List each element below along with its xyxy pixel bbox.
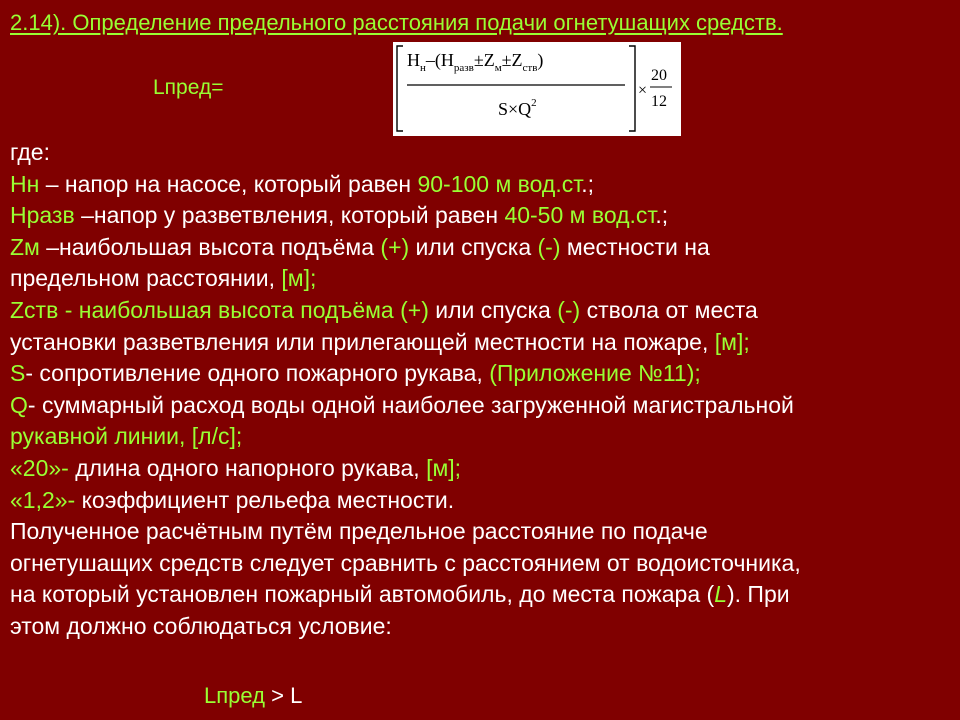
def-zm-cont: предельном расстоянии, [м]; <box>10 265 317 292</box>
left-bracket-icon <box>397 46 403 131</box>
formula-denominator: $S\times Q^2$ <box>498 97 537 119</box>
def-q: Q- суммарный расход воды одной наиболее загруженной магистральной <box>10 391 794 418</box>
formula-image <box>393 42 681 136</box>
formula-den-12: 12 <box>651 93 667 110</box>
def-s: S- сопротивление одного пожарного рукава, (Приложение №11); <box>10 360 701 387</box>
def-zstv-cont: установки разветвления или прилегающей местности на пожаре, [м]; <box>10 328 750 355</box>
conclusion-line-3: на который установлен пожарный автомобиль, до места пожара (L). При <box>10 581 790 608</box>
conclusion-line-1: Полученное расчётным путём предельное расстояние по подаче <box>10 518 708 545</box>
def-zm: Zм –наибольшая высота подъёма (+) или спуска (-) местности на <box>10 233 710 260</box>
formula-times: × <box>638 82 648 99</box>
formula-numerator: $H_н-(H_{разв}\pm Z_м\pm Z_{ств})$ <box>407 50 544 74</box>
def-hrazv: Нразв –напор у разветвления, который равен 40-50 м вод.ст.; <box>10 202 669 229</box>
def-12: «1,2»- коэффициент рельефа местности. <box>10 486 455 513</box>
condition-formula: Lпред > L <box>204 683 303 708</box>
def-20: «20»- длина одного напорного рукава, [м]; <box>10 454 462 481</box>
formula-svg <box>393 42 681 136</box>
def-q-cont: рукавной линии, [л/с]; <box>10 423 243 450</box>
formula-label: Lпред= <box>153 76 224 99</box>
right-bracket-icon <box>629 46 635 131</box>
def-hn: Нн – напор на насосе, который равен 90-100 м вод.ст.; <box>10 170 595 197</box>
formula-num-20: 20 <box>651 67 667 84</box>
conclusion-line-2: огнетушащих средств следует сравнить с расстоянием от водоисточника, <box>10 549 801 576</box>
conclusion-line-4: этом должно соблюдаться условие: <box>10 612 392 639</box>
def-zstv: Zств - наибольшая высота подъёма (+) или спуска (-) ствола от места <box>10 296 758 323</box>
where-line: где: <box>10 139 50 165</box>
slide-title: 2.14). Определение предельного расстояния подачи огнетушащих средств. <box>10 10 783 35</box>
definitions-block <box>10 137 950 643</box>
